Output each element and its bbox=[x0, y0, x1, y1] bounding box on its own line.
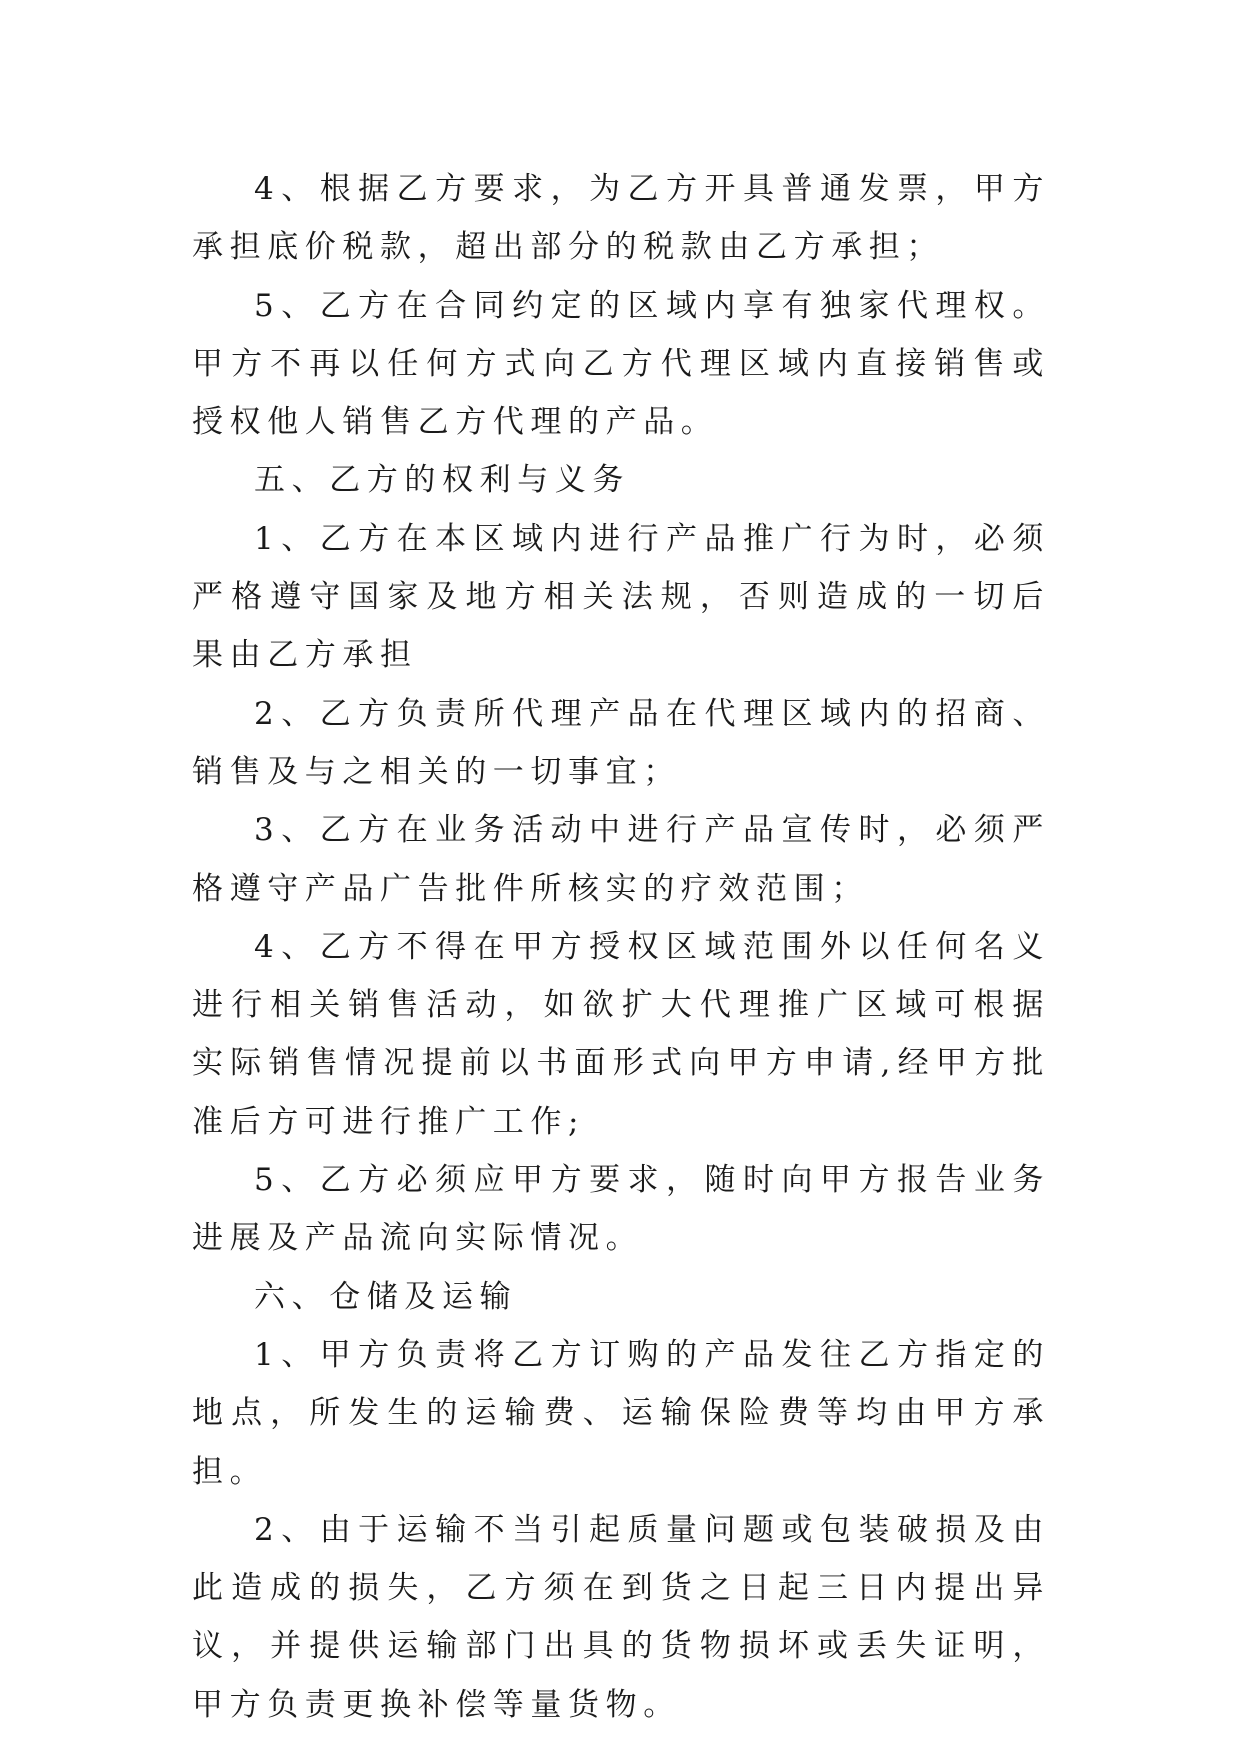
section-heading-storage-transport: 六、仓储及运输 bbox=[254, 1278, 518, 1315]
paragraph-exclusive-agency-clause: 5、乙方在合同约定的区域内享有独家代理权。甲方不再以任何方式向乙方代理区域内直接销售或授权他人销售乙方代理的产品。 bbox=[192, 287, 1050, 441]
paragraph-territory-clause: 4、乙方不得在甲方授权区域范围外以任何名义进行相关销售活动，如欲扩大代理推广区域可根据实际销售情况提前以书面形式向甲方申请,经甲方批准后方可进行推广工作; bbox=[192, 928, 1050, 1140]
paragraph-shipping-clause: 1、甲方负责将乙方订购的产品发往乙方指定的地点，所发生的运输费、运输保险费等均由甲方承担。 bbox=[192, 1336, 1050, 1490]
paragraph-compliance-clause: 1、乙方在本区域内进行产品推广行为时，必须严格遵守国家及地方相关法规，否则造成的一切后果由乙方承担 bbox=[192, 520, 1050, 674]
paragraph-invoice-clause: 4、根据乙方要求，为乙方开具普通发票，甲方承担底价税款，超出部分的税款由乙方承担； bbox=[192, 171, 1050, 266]
document-body bbox=[192, 160, 1050, 1734]
paragraph-damage-clause: 2、由于运输不当引起质量问题或包装破损及由此造成的损失，乙方须在到货之日起三日内提出异议，并提供运输部门出具的货物损坏或丢失证明，甲方负责更换补偿等量货物。 bbox=[192, 1511, 1050, 1723]
paragraph-sales-responsibility-clause: 2、乙方负责所代理产品在代理区域内的招商、销售及与之相关的一切事宜； bbox=[192, 695, 1050, 790]
paragraph-reporting-clause: 5、乙方必须应甲方要求，随时向甲方报告业务进展及产品流向实际情况。 bbox=[192, 1162, 1050, 1257]
paragraph-advertising-clause: 3、乙方在业务活动中进行产品宣传时，必须严格遵守产品广告批件所核实的疗效范围； bbox=[192, 812, 1050, 907]
section-heading-party-b-rights: 五、乙方的权利与义务 bbox=[254, 462, 630, 499]
